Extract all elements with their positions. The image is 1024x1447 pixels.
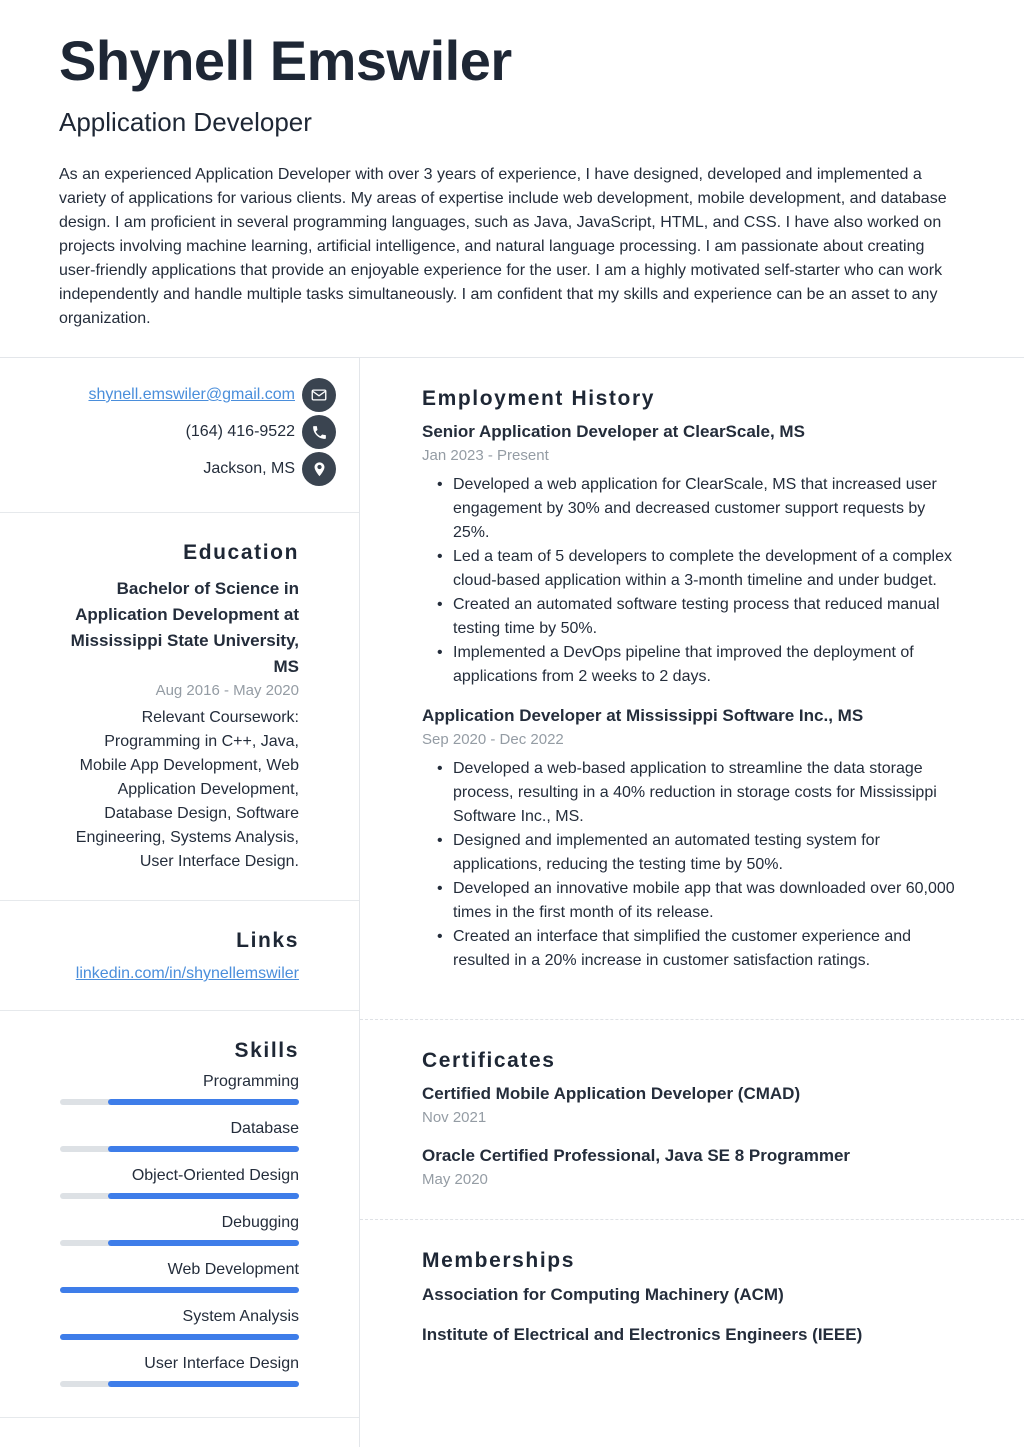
- skill-item: [60, 1119, 299, 1152]
- phone-number: (164) 416-9522: [185, 423, 295, 440]
- certificate-date: May 2020: [422, 1171, 488, 1188]
- skill-bar-track: [60, 1334, 299, 1340]
- membership-entry: [422, 1324, 965, 1346]
- skill-bar-track: [60, 1381, 299, 1387]
- candidate-name: Shynell Emswiler: [59, 29, 512, 92]
- education-heading: Education: [183, 541, 299, 564]
- skill-name: Debugging: [221, 1214, 299, 1231]
- skill-bar-fill: [108, 1146, 299, 1152]
- education-coursework: Relevant Coursework: Programming in C++, Java, Mobile App Development, Web Application Development, Database Design, Software Engineering, Systems Analysis, User Interface Design.: [75, 709, 299, 870]
- certificate-date: Nov 2021: [422, 1109, 487, 1126]
- skill-bar-fill: [108, 1381, 299, 1387]
- contact-section: [0, 358, 359, 513]
- job-bullet-list: [437, 757, 965, 973]
- skill-name: Programming: [202, 1073, 299, 1090]
- job-bullet: • Developed a web application for ClearScale, MS that increased user engagement by 30% and decreased customer support requests by 25%.: [437, 473, 965, 545]
- profile-summary: As an experienced Application Developer with over 3 years of experience, I have designed, developed and implemented a variety of applications for various clients. My areas of expertise include web development, mobile development, and database design. I am proficient in several programming languages, such as Java, JavaScript, HTML, and CSS. I have also worked on projects involving machine learning, artificial intelligence, and natural language processing. I am passionate about creating user-friendly applications that provide an enjoyable experience for the user. I am a highly motivated self-starter who can work independently and handle multiple tasks simultaneously. I am confident that my skills and experience can be an asset to any organization.: [59, 166, 947, 327]
- location-pin-icon: [302, 452, 336, 486]
- skill-item: [60, 1307, 299, 1340]
- education-section: [0, 513, 359, 901]
- certificate-entry: [422, 1083, 965, 1128]
- links-section: [0, 901, 359, 1011]
- job-title: Senior Application Developer at ClearScale, MS: [422, 422, 805, 441]
- skill-name: Database: [230, 1120, 299, 1137]
- memberships-section: [360, 1220, 1024, 1346]
- membership-title: Institute of Electrical and Electronics Engineers (IEEE): [422, 1325, 863, 1344]
- job-bullet: • Developed a web-based application to streamline the data storage process, resulting in a 40% reduction in storage costs for Mississippi Software Inc., MS.: [437, 757, 965, 829]
- certificates-heading: Certificates: [422, 1049, 556, 1072]
- skills-heading: Skills: [234, 1039, 299, 1062]
- skill-bar-fill: [60, 1334, 299, 1340]
- membership-title: Association for Computing Machinery (ACM): [422, 1285, 784, 1304]
- skill-bar-fill: [108, 1099, 299, 1105]
- job-dates: Jan 2023 - Present: [422, 447, 549, 464]
- skill-bar-fill: [108, 1193, 299, 1199]
- skill-name: Object-Oriented Design: [131, 1167, 299, 1184]
- membership-entry: [422, 1284, 965, 1306]
- skill-item: [60, 1213, 299, 1246]
- linkedin-link[interactable]: linkedin.com/in/shynellemswiler: [75, 965, 299, 982]
- job-entry: [422, 705, 965, 973]
- education-degree: Bachelor of Science in Application Development at Mississippi State University, MS: [70, 579, 299, 676]
- contact-phone-row: [40, 415, 336, 449]
- job-dates: Sep 2020 - Dec 2022: [422, 731, 564, 748]
- links-heading: Links: [236, 929, 299, 952]
- memberships-heading: Memberships: [422, 1249, 575, 1272]
- job-bullet-list: [437, 473, 965, 689]
- job-bullet: • Developed an innovative mobile app that was downloaded over 60,000 times in the first month of its release.: [437, 877, 965, 925]
- job-entry: [422, 421, 965, 689]
- sidebar: [0, 358, 360, 1447]
- skill-bar-track: [60, 1287, 299, 1293]
- location-text: Jackson, MS: [203, 460, 295, 477]
- skill-item: [60, 1166, 299, 1199]
- mail-icon: [302, 378, 336, 412]
- certificate-title: Oracle Certified Professional, Java SE 8 Programmer: [422, 1146, 851, 1165]
- job-title: Application Developer at Mississippi Software Inc., MS: [422, 706, 864, 725]
- skill-bar-fill: [60, 1287, 299, 1293]
- skill-bar-track: [60, 1099, 299, 1105]
- skill-name: System Analysis: [182, 1308, 299, 1325]
- skill-bar-track: [60, 1146, 299, 1152]
- skill-bar-fill: [108, 1240, 299, 1246]
- skill-name: Web Development: [167, 1261, 299, 1278]
- skill-item: [60, 1072, 299, 1105]
- resume-body: [0, 358, 1024, 1447]
- job-bullet: • Designed and implemented an automated testing system for applications, reducing the testing time by 50%.: [437, 829, 965, 877]
- certificates-section: [360, 1020, 1024, 1220]
- skill-name: User Interface Design: [144, 1355, 299, 1372]
- link-row: [55, 964, 299, 984]
- job-bullet: • Led a team of 5 developers to complete the development of a complex cloud-based application within a 3-month timeline and under budget.: [437, 545, 965, 593]
- employment-section: [360, 358, 1024, 1020]
- main-column: [360, 358, 1024, 1447]
- skill-item: [60, 1354, 299, 1387]
- contact-email-row: [40, 378, 336, 412]
- skill-bar-track: [60, 1240, 299, 1246]
- candidate-title: Application Developer: [59, 107, 312, 137]
- email-link[interactable]: shynell.emswiler@gmail.com: [88, 386, 295, 403]
- certificate-entry: [422, 1145, 965, 1190]
- job-bullet: • Implemented a DevOps pipeline that improved the deployment of applications from 2 weeks to 2 days.: [437, 641, 965, 689]
- job-bullet: • Created an automated software testing process that reduced manual testing time by 50%.: [437, 593, 965, 641]
- skills-section: [0, 1011, 359, 1418]
- education-dates: Aug 2016 - May 2020: [155, 682, 299, 699]
- job-bullet: • Created an interface that simplified the customer experience and resulted in a 20% increase in customer satisfaction ratings.: [437, 925, 965, 973]
- phone-icon: [302, 415, 336, 449]
- employment-heading: Employment History: [422, 387, 656, 410]
- resume-header: [0, 0, 1024, 358]
- skill-bar-track: [60, 1193, 299, 1199]
- certificate-title: Certified Mobile Application Developer (CMAD): [422, 1084, 801, 1103]
- contact-location-row: [40, 452, 336, 486]
- skill-item: [60, 1260, 299, 1293]
